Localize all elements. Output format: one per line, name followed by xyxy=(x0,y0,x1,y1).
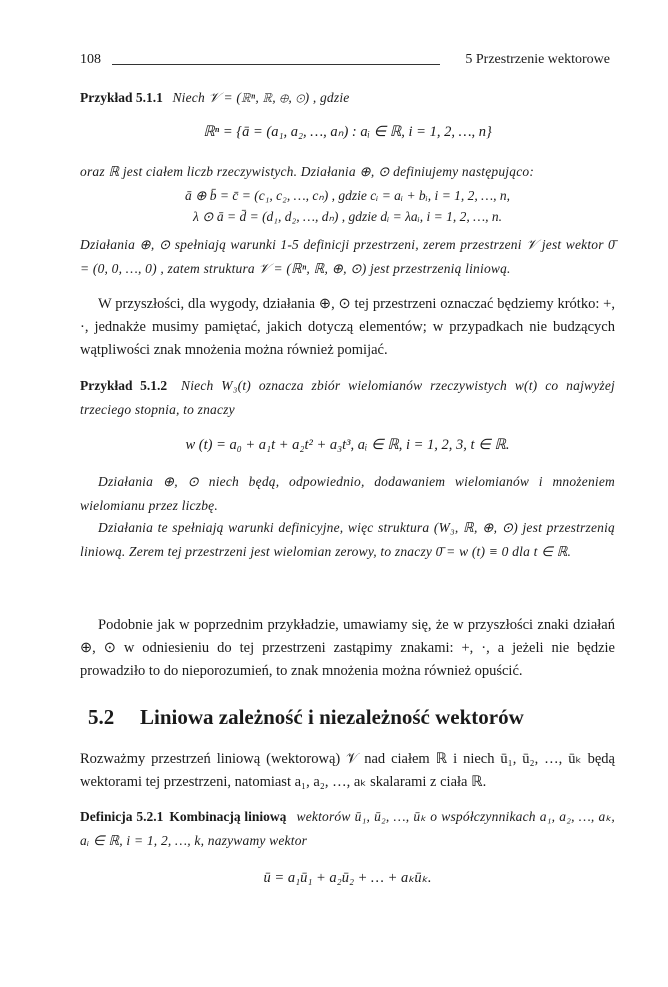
equation-polynomial: w (t) = a₀ + a₁t + a₂t² + a₃t³, aᵢ ∈ ℝ, i = 1, 2, 3, t ∈ ℝ. xyxy=(185,437,510,453)
example-paragraph: Działania ⊕, ⊙ niech będą, odpowiednio, dodawaniem wielomianów i mnożeniem wielomianu przez liczbę. xyxy=(80,474,615,513)
equation-scalar-mult: λ ⊙ ā = d̄ = (d₁, d₂, …, dₙ) , gdzie dᵢ = λaᵢ, i = 1, 2, …, n. xyxy=(192,209,503,224)
definition-text: wektorów ū₁, ū₂, …, ūₖ o współczynnikach a₁, a₂, …, aₖ, aᵢ ∈ ℝ, i = 1, 2, …, k, nazywamy wektor xyxy=(80,809,616,848)
example-line: oraz ℝ jest ciałem liczb rzeczywistych. Działania ⊕, ⊙ definiujemy następująco: xyxy=(80,164,535,179)
equation-linear-combination: ū = a₁ū₁ + a₂ū₂ + … + aₖūₖ. xyxy=(263,870,432,886)
example-intro: Niech 𝒱 = (ℝⁿ, ℝ, ⊕, ⊙) , gdzie xyxy=(172,90,350,105)
example-5-1-1 xyxy=(80,86,615,110)
paragraph-section: Rozważmy przestrzeń liniową (wektorową) 𝒱 nad ciałem ℝ i niech ū₁, ū₂, …, ūₖ będą wektorami tej przestrzeni, natomiast a₁, a₂, …, aₖ skalarami z ciała ℝ. xyxy=(80,751,615,790)
example-label: Przykład 5.1.2 xyxy=(80,378,168,393)
example-intro: Niech W₃(t) oznacza zbiór wielomianów rzeczywistych w(t) co najwyżej trzeciego stopnia, to znaczy xyxy=(80,378,616,417)
definition-term: Kombinacją liniową xyxy=(169,809,287,824)
paragraph-similar: Podobnie jak w poprzednim przykładzie, umawiamy się, że w przyszłości znaki działań ⊕, ⊙ w odniesieniu do tej przestrzeni zastąpimy znakami: +, ·, a jeżeli nie będzie prowadziło to do nieporozumień, to znak mnożenia można również opuścić. xyxy=(80,617,615,679)
example-paragraph: Działania te spełniają warunki definicyjne, więc struktura (W₃, ℝ, ⊕, ⊙) jest przestrzenią liniową. Zerem tej przestrzeni jest wielomian zerowy, to znaczy 0̄ = w (t) ≡ 0 dla t ∈ ℝ. xyxy=(80,520,615,559)
chapter-title: 5 Przestrzenie wektorowe xyxy=(465,52,610,67)
example-conclusion: Działania ⊕, ⊙ spełniają warunki 1-5 definicji przestrzeni, zerem przestrzeni 𝒱 jest wektor 0̄ = (0, 0, …, 0) , zatem struktura 𝒱 = (ℝⁿ, ℝ, ⊕, ⊙) jest przestrzenią liniową. xyxy=(80,237,615,276)
header-rule xyxy=(112,64,440,65)
section-number: 5.2 xyxy=(88,705,115,729)
section-title: Liniowa zależność i niezależność wektorów xyxy=(140,705,524,729)
paragraph-future: W przyszłości, dla wygody, działania ⊕, ⊙ tej przestrzeni oznaczać będziemy krótko: +, ·, jednakże musimy pamiętać, jakich dotyczą elementów; w przypadkach nie budzących wątpliwości znak mnożenia można również pomijać. xyxy=(80,296,615,358)
equation-rn: ℝⁿ = {ā = (a₁, a₂, …, aₙ) : aᵢ ∈ ℝ, i = 1, 2, …, n} xyxy=(203,124,492,140)
running-header xyxy=(80,50,610,70)
section-heading xyxy=(88,705,524,730)
example-label: Przykład 5.1.1 xyxy=(80,90,163,105)
equation-addition: ā ⊕ b̄ = c̄ = (c₁, c₂, …, cₙ) , gdzie cᵢ = aᵢ + bᵢ, i = 1, 2, …, n, xyxy=(184,188,511,203)
definition-label: Definicja 5.2.1 xyxy=(80,809,164,824)
definition-5-2-1 xyxy=(80,805,615,852)
example-5-1-2 xyxy=(80,374,615,421)
page-number: 108 xyxy=(80,52,101,67)
